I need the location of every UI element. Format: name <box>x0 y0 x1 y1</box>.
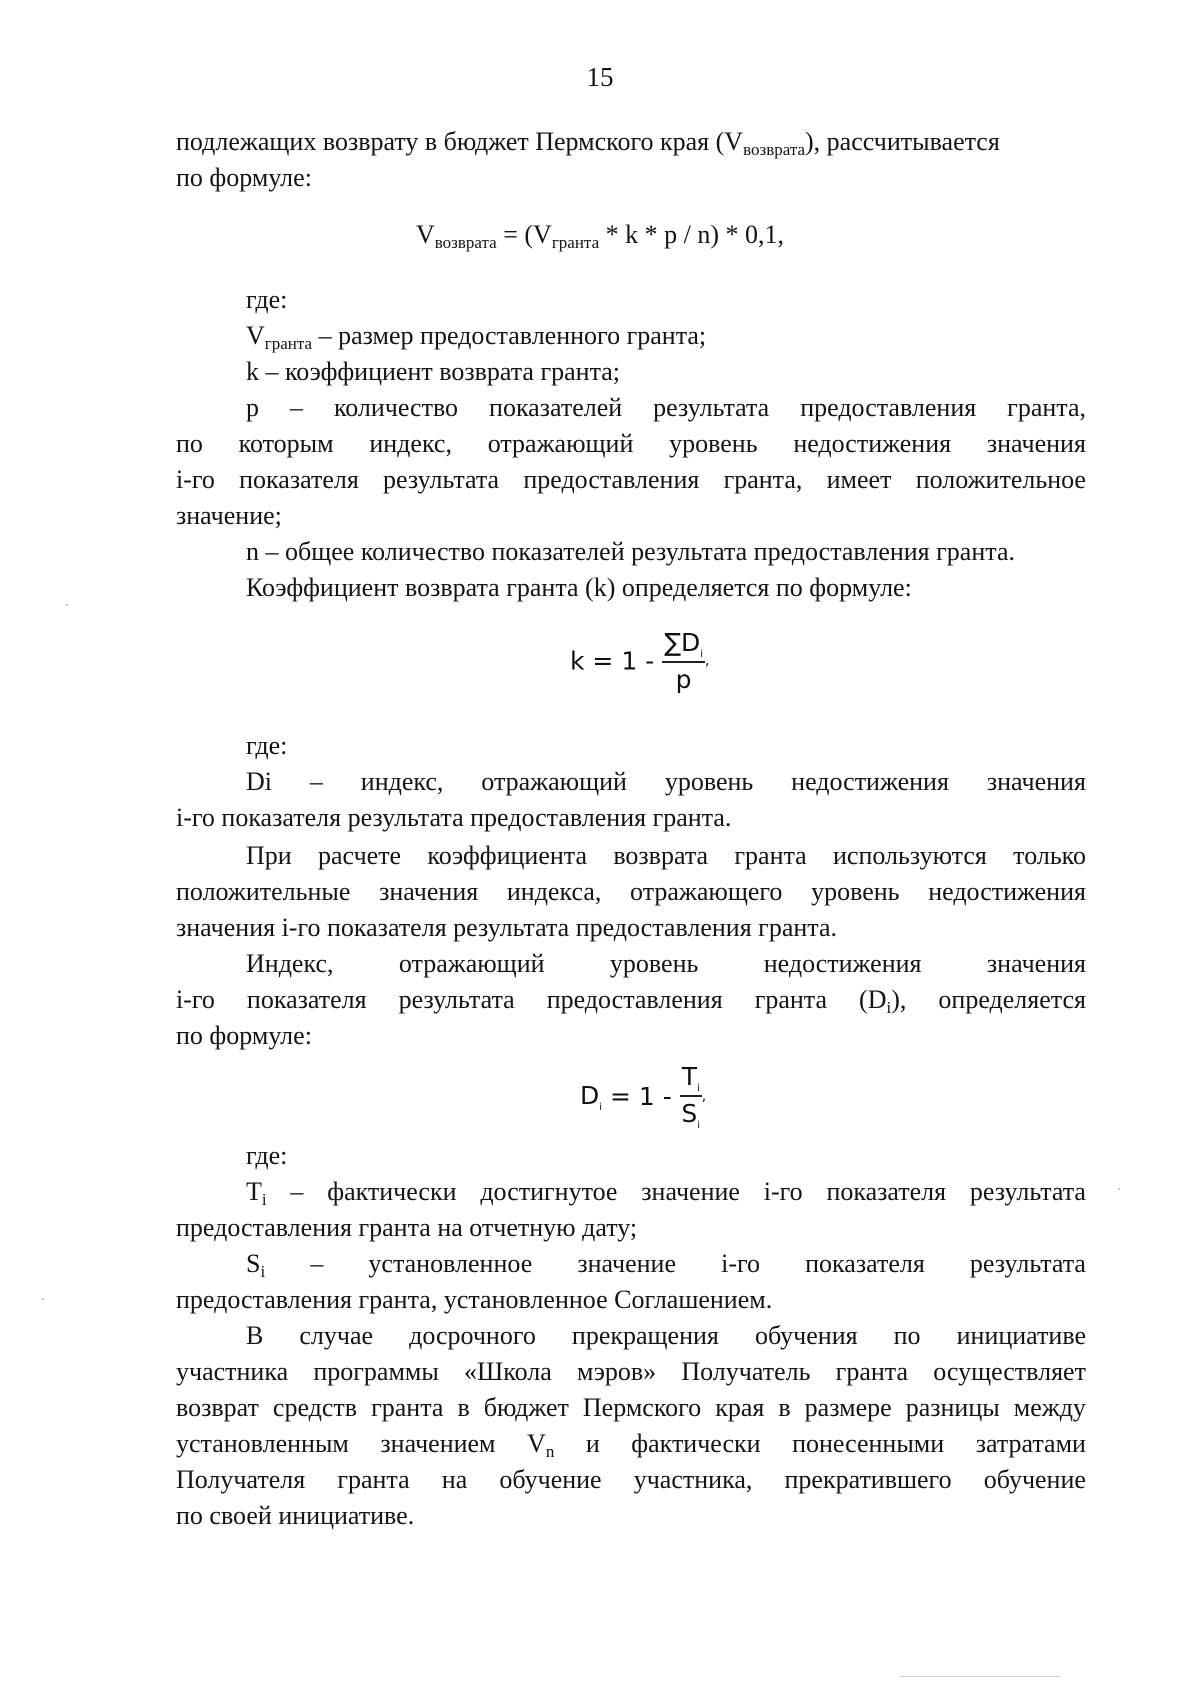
word: гранта <box>371 1393 444 1422</box>
vn-symbol: $V_n$ <box>527 1429 555 1461</box>
word: обучения <box>754 1321 858 1350</box>
word: отражающего <box>630 877 783 906</box>
positive-line2 <box>176 874 1086 910</box>
word: i-го <box>176 465 215 494</box>
word: по <box>893 1321 921 1350</box>
scan-speck <box>1118 1188 1120 1190</box>
word: прекратившего <box>784 1465 952 1494</box>
word: имеет <box>826 465 892 494</box>
word: i-го <box>721 1249 761 1278</box>
word: – <box>289 393 303 422</box>
def-p-line1 <box>246 390 1086 426</box>
scan-speck <box>42 1298 44 1300</box>
word: уровень <box>669 429 758 458</box>
word: достигнутое <box>480 1177 618 1206</box>
word: установленным <box>176 1429 349 1458</box>
k-intro: Коэффициент возврата гранта (k) определяется по формуле: <box>246 573 912 602</box>
where-label-1: где: <box>246 285 288 314</box>
fraction-k: $\frac{\sum D_i}{p}$ <box>664 628 704 694</box>
word: мэров» <box>576 1357 657 1386</box>
word: результата <box>653 393 770 422</box>
word: предоставления <box>546 985 723 1014</box>
final-line6: по своей инициативе. <box>176 1501 415 1530</box>
word: показателя <box>239 465 359 494</box>
word: только <box>1013 841 1086 870</box>
word: обучение <box>983 1465 1086 1494</box>
word: определяется <box>938 985 1086 1014</box>
formula-v-return: $V_{возврата} = (V_{гранта} * k * p / n) * 0,1$, <box>415 220 785 252</box>
def-di-line2: i-го показателя результата предоставления гранта. <box>176 803 732 832</box>
word: показателя <box>246 985 367 1014</box>
def-p-line2 <box>176 426 1086 462</box>
word: индекс, <box>369 429 452 458</box>
word: используются <box>833 841 987 870</box>
word: При <box>246 841 292 870</box>
word: значения <box>986 949 1086 978</box>
si-symbol: $S_i$ <box>246 1249 266 1281</box>
word: в <box>778 1393 791 1422</box>
word: значением <box>380 1429 496 1458</box>
word: отражающий <box>481 767 627 796</box>
word: отражающий <box>398 949 545 978</box>
word: значения <box>986 429 1086 458</box>
word: значение <box>577 1249 677 1278</box>
word: уровень <box>609 949 699 978</box>
word: разницы <box>905 1393 1000 1422</box>
word: Индекс, <box>246 949 334 978</box>
word: фактически <box>631 1429 761 1458</box>
word: – <box>310 1249 324 1278</box>
para1-line2: по формуле: <box>176 163 312 192</box>
word: в <box>457 1393 470 1422</box>
word: результата <box>969 1249 1086 1278</box>
word: – <box>309 767 323 796</box>
word: p <box>246 393 259 422</box>
def-p-line4: значение; <box>176 501 282 530</box>
word: i-го <box>763 1177 803 1206</box>
def-ti-line1 <box>246 1174 1086 1210</box>
word: Получателя <box>176 1465 306 1494</box>
word: возврат <box>176 1393 259 1422</box>
word: предоставления <box>523 465 700 494</box>
word: значение <box>641 1177 740 1206</box>
word: i-го <box>176 985 215 1014</box>
def-si-line2: предоставления гранта, установленное Соглашением. <box>176 1285 773 1314</box>
formula-k: k = 1 - $\frac{\sum D_i}{p}$ , <box>570 628 710 694</box>
scan-speck <box>66 604 68 606</box>
word: В <box>246 1321 264 1350</box>
def-ti-line2: предоставления гранта на отчетную дату; <box>176 1213 638 1242</box>
index-line1 <box>246 946 1086 982</box>
word: обучение <box>499 1465 602 1494</box>
word: предоставления <box>800 393 977 422</box>
word: Пермского <box>582 1393 702 1422</box>
para1-line1 <box>176 124 1086 160</box>
word: понесенными <box>792 1429 945 1458</box>
word: количество <box>333 393 459 422</box>
def-p-line3 <box>176 462 1086 498</box>
final-line1 <box>246 1318 1086 1354</box>
word: недостижения <box>791 767 949 796</box>
def-k: k – коэффициент возврата гранта; <box>246 357 621 386</box>
final-line5 <box>176 1462 1086 1498</box>
word: расчете <box>318 841 402 870</box>
word: положительные <box>176 877 351 906</box>
word: Di <box>246 767 272 796</box>
word: участника, <box>633 1465 753 1494</box>
word: бюджет <box>483 1393 569 1422</box>
word: по <box>176 429 203 458</box>
word: результата <box>969 1177 1086 1206</box>
word: осуществляет <box>933 1357 1086 1386</box>
word: показателя <box>805 1249 925 1278</box>
word: инициативе <box>956 1321 1086 1350</box>
word: результата <box>398 985 515 1014</box>
ti-symbol: $T_i$ <box>246 1177 267 1209</box>
word: прекращения <box>571 1321 719 1350</box>
word: «Школа <box>464 1357 552 1386</box>
word: гранта <box>835 1357 909 1386</box>
def-n: n – общее количество показателей результата предоставления гранта. <box>246 537 1015 566</box>
word: показателей <box>489 393 623 422</box>
word: гранта <box>337 1465 410 1494</box>
word: – <box>290 1177 304 1206</box>
word: уровень <box>664 767 754 796</box>
formula-di: $D_i = 1$ - $\frac{T_i}{S_i}$ , <box>580 1062 707 1131</box>
word: недостижения <box>763 949 922 978</box>
word: индекса, <box>506 877 602 906</box>
word: индекс, <box>360 767 444 796</box>
word: результата <box>383 465 500 494</box>
fraction-di: $\frac{T_i}{S_i}$ <box>681 1062 701 1131</box>
final-line3 <box>176 1390 1086 1426</box>
word: фактически <box>327 1177 457 1206</box>
word: гранта, <box>723 465 803 494</box>
final-line2 <box>176 1354 1086 1390</box>
di-symbol: $(D_i)$, <box>859 985 907 1017</box>
scan-artifact-line <box>900 1676 1060 1677</box>
final-line4 <box>176 1426 1086 1462</box>
def-vgrant: $V_{гранта}$ – размер предоставленного гранта; <box>246 321 707 353</box>
word: значения <box>379 877 479 906</box>
word: края <box>715 1393 765 1422</box>
word: установленное <box>368 1249 533 1278</box>
def-di-line1 <box>246 764 1086 800</box>
where-label-2: где: <box>246 731 288 760</box>
index-line3: по формуле: <box>176 1021 312 1050</box>
word: Получатель <box>681 1357 811 1386</box>
where-label-3: где: <box>246 1141 288 1170</box>
word: средств <box>272 1393 358 1422</box>
page-number: 15 <box>586 62 614 92</box>
word: случае <box>299 1321 374 1350</box>
positive-line1 <box>246 838 1086 874</box>
word: программы <box>313 1357 439 1386</box>
word: положительное <box>915 465 1086 494</box>
word: уровень <box>811 877 900 906</box>
word: затратами <box>975 1429 1086 1458</box>
word: коэффициента <box>427 841 587 870</box>
word: показателя <box>826 1177 947 1206</box>
word: между <box>1013 1393 1086 1422</box>
word: отражающий <box>487 429 634 458</box>
def-si-line1 <box>246 1246 1086 1282</box>
word: гранта <box>734 841 807 870</box>
word: гранта <box>754 985 828 1014</box>
positive-line3: значения i-го показателя результата предоставления гранта. <box>176 913 838 942</box>
word: на <box>441 1465 468 1494</box>
index-line2 <box>176 982 1086 1018</box>
word: гранта, <box>1007 393 1086 422</box>
word: размере <box>804 1393 892 1422</box>
para1-line1-text: подлежащих возврату в бюджет Пермского края $(V_{возврата})$, рассчитывается <box>176 127 1000 159</box>
word: значения <box>986 767 1086 796</box>
word: и <box>585 1429 600 1458</box>
word: возврата <box>613 841 709 870</box>
word: недостижения <box>793 429 952 458</box>
word: недостижения <box>928 877 1086 906</box>
word: участника <box>176 1357 289 1386</box>
word: досрочного <box>409 1321 536 1350</box>
word: которым <box>238 429 334 458</box>
